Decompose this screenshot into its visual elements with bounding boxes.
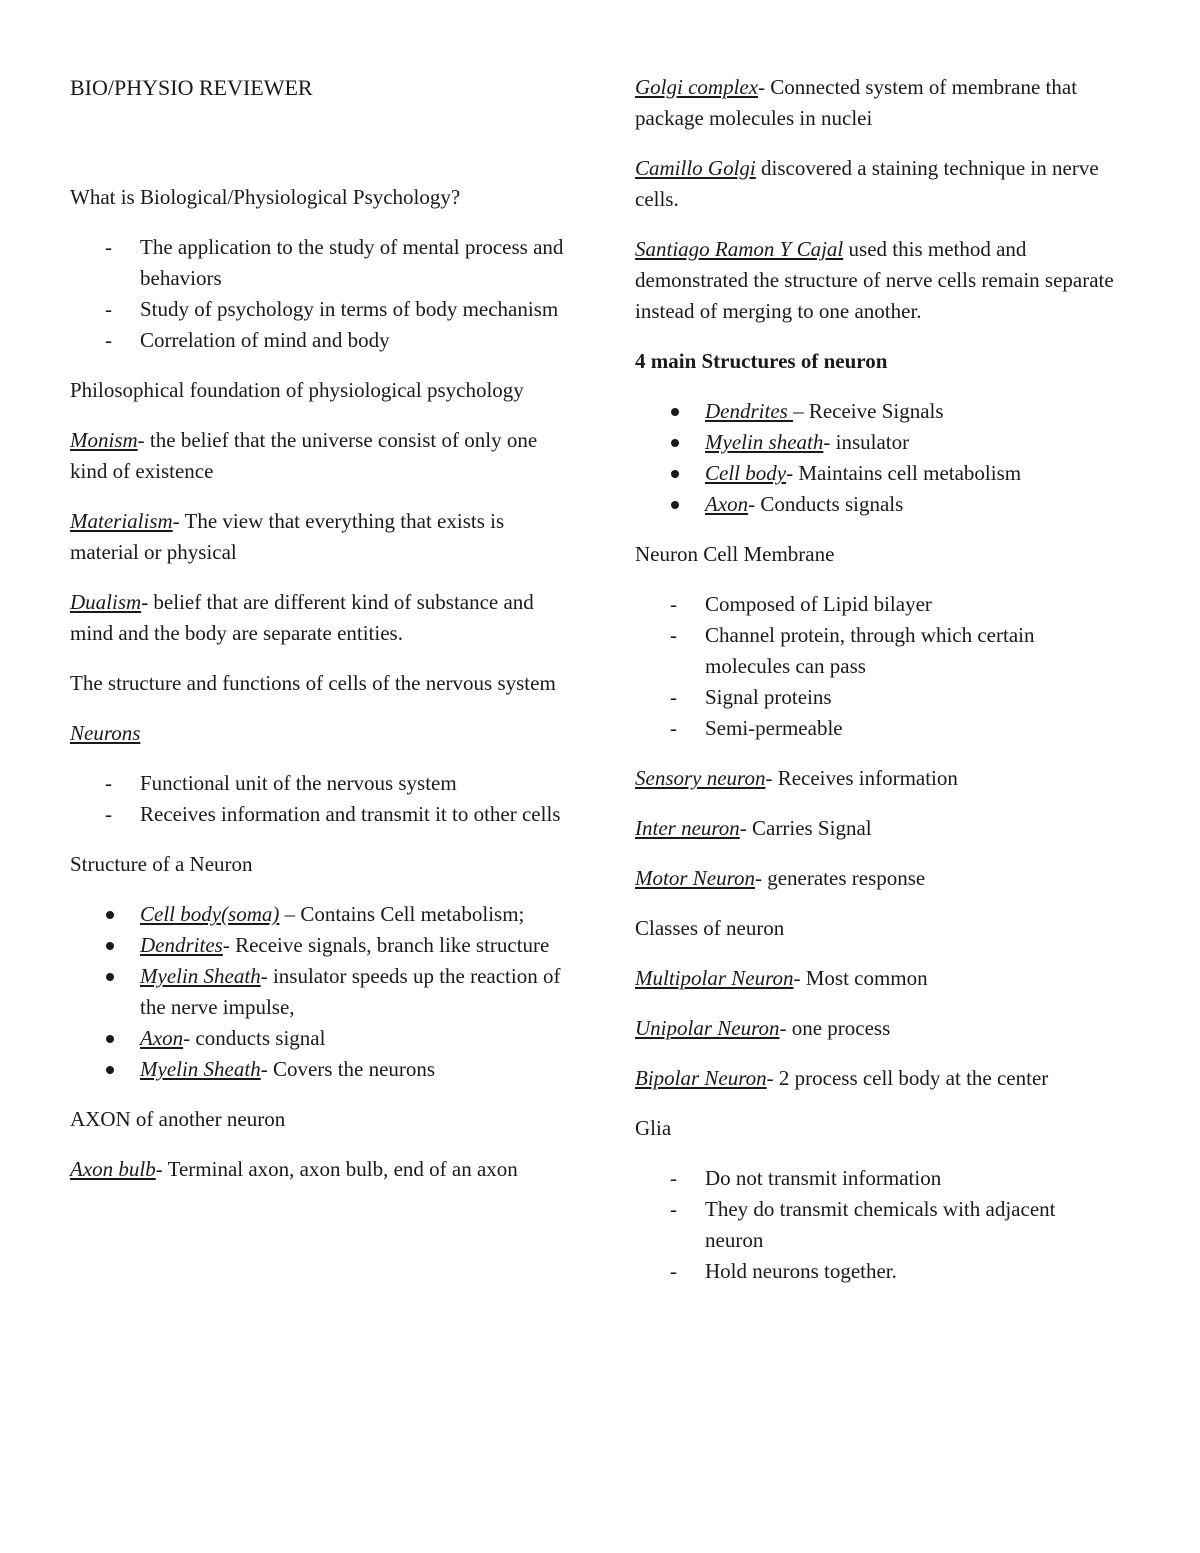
axon-bulb-paragraph: [70, 1154, 570, 1185]
golgi-complex-paragraph: [635, 72, 1115, 134]
four-main-heading: 4 main Structures of neuron: [635, 349, 888, 373]
golgi-complex-definition: - Connected system of membrane that package molecules in nuclei: [635, 75, 1078, 130]
sensory-definition: - Receives information: [765, 766, 958, 790]
list-item: - Semi-permeable: [635, 713, 1115, 744]
list-item: - Signal proteins: [635, 682, 1115, 713]
axon-another-heading: AXON of another neuron: [70, 1107, 286, 1131]
membrane-heading: Neuron Cell Membrane: [635, 542, 835, 566]
motor-paragraph: [635, 863, 1115, 894]
item-term: Myelin sheath: [705, 430, 824, 454]
inter-term: Inter neuron: [635, 816, 740, 840]
list-item: [70, 1054, 570, 1085]
item-term: Myelin Sheath: [140, 1057, 261, 1081]
structure-neuron-list: [70, 899, 570, 1085]
unipolar-paragraph: [635, 1013, 1115, 1044]
what-is-list: [70, 232, 570, 356]
item-definition: - conducts signal: [183, 1026, 326, 1050]
four-main-list: [635, 396, 1115, 520]
item-definition: - Maintains cell metabolism: [786, 461, 1022, 485]
list-item: - Hold neurons together.: [635, 1256, 1115, 1287]
left-column: [70, 72, 570, 1204]
cajal-term: Santiago Ramon Y Cajal: [635, 237, 844, 261]
item-definition: - Covers the neurons: [260, 1057, 436, 1081]
item-definition: – Receive Signals: [793, 399, 944, 423]
list-item: [70, 961, 570, 1023]
philosophical-heading: Philosophical foundation of physiological psychology: [70, 378, 524, 402]
document-title: BIO/PHYSIO REVIEWER: [70, 75, 313, 100]
list-item: [635, 458, 1115, 489]
bipolar-paragraph: [635, 1063, 1115, 1094]
item-term: Cell body: [705, 461, 787, 485]
monism-definition: - the belief that the universe consist of only one kind of existence: [70, 428, 538, 483]
list-item: [70, 930, 570, 961]
list-item: - Channel protein, through which certain molecules can pass: [635, 620, 1115, 682]
structure-functions-heading: The structure and functions of cells of the nervous system: [70, 671, 556, 695]
camillo-paragraph: [635, 153, 1115, 215]
list-item: - Composed of Lipid bilayer: [635, 589, 1115, 620]
axon-bulb-definition: - Terminal axon, axon bulb, end of an axon: [155, 1157, 518, 1181]
item-term: Axon: [705, 492, 749, 516]
list-item: - Functional unit of the nervous system: [70, 768, 570, 799]
neurons-term-paragraph: [70, 718, 570, 749]
item-term: Axon: [140, 1026, 184, 1050]
monism-term: Monism: [70, 428, 138, 452]
item-term: Myelin Sheath: [140, 964, 261, 988]
camillo-term: Camillo Golgi: [635, 156, 756, 180]
list-item: [70, 1023, 570, 1054]
glia-heading: Glia: [635, 1116, 672, 1140]
neurons-list: [70, 768, 570, 830]
item-definition: - Conducts signals: [748, 492, 904, 516]
motor-definition: - generates response: [754, 866, 926, 890]
list-item: - Do not transmit information: [635, 1163, 1115, 1194]
cajal-definition: used this method and demonstrated the structure of nerve cells remain separate instead of merging to one another.: [635, 237, 1114, 323]
classes-heading: Classes of neuron: [635, 916, 785, 940]
motor-term: Motor Neuron: [635, 866, 755, 890]
list-item: - Correlation of mind and body: [70, 325, 570, 356]
inter-definition: - Carries Signal: [739, 816, 872, 840]
item-definition: – Contains Cell metabolism;: [279, 902, 525, 926]
list-item: - They do transmit chemicals with adjacent neuron: [635, 1194, 1115, 1256]
item-definition: - insulator: [823, 430, 910, 454]
cajal-paragraph: [635, 234, 1115, 327]
sensory-term: Sensory neuron: [635, 766, 766, 790]
item-term: Dendrites: [705, 399, 794, 423]
list-item: [70, 899, 570, 930]
item-term: Cell body(soma): [140, 902, 280, 926]
what-is-question: What is Biological/Physiological Psychology?: [70, 185, 461, 209]
neurons-term: Neurons: [70, 721, 141, 745]
camillo-definition: discovered a staining technique in nerve cells.: [635, 156, 1099, 211]
axon-bulb-term: Axon bulb: [70, 1157, 156, 1181]
bipolar-definition: - 2 process cell body at the center: [766, 1066, 1049, 1090]
list-item: [635, 396, 1115, 427]
multipolar-term: Multipolar Neuron: [635, 966, 794, 990]
item-definition: - Receive signals, branch like structure: [222, 933, 550, 957]
materialism-definition: - The view that everything that exists is material or physical: [70, 509, 505, 564]
item-term: Dendrites: [140, 933, 223, 957]
right-column: [635, 72, 1115, 1306]
golgi-complex-term: Golgi complex: [635, 75, 759, 99]
dualism-definition: - belief that are different kind of substance and mind and the body are separate entities.: [70, 590, 534, 645]
monism-paragraph: [70, 425, 570, 487]
membrane-list: [635, 589, 1115, 744]
multipolar-paragraph: [635, 963, 1115, 994]
materialism-paragraph: [70, 506, 570, 568]
unipolar-definition: - one process: [779, 1016, 891, 1040]
list-item: [635, 489, 1115, 520]
unipolar-term: Unipolar Neuron: [635, 1016, 780, 1040]
list-item: - The application to the study of mental process and behaviors: [70, 232, 570, 294]
dualism-paragraph: [70, 587, 570, 649]
item-definition: - insulator speeds up the reaction of the nerve impulse,: [140, 964, 561, 1019]
sensory-paragraph: [635, 763, 1115, 794]
glia-list: [635, 1163, 1115, 1287]
structure-neuron-heading: Structure of a Neuron: [70, 852, 253, 876]
multipolar-definition: - Most common: [793, 966, 928, 990]
inter-paragraph: [635, 813, 1115, 844]
bipolar-term: Bipolar Neuron: [635, 1066, 767, 1090]
dualism-term: Dualism: [70, 590, 142, 614]
list-item: - Study of psychology in terms of body mechanism: [70, 294, 570, 325]
list-item: - Receives information and transmit it to other cells: [70, 799, 570, 830]
list-item: [635, 427, 1115, 458]
materialism-term: Materialism: [70, 509, 173, 533]
